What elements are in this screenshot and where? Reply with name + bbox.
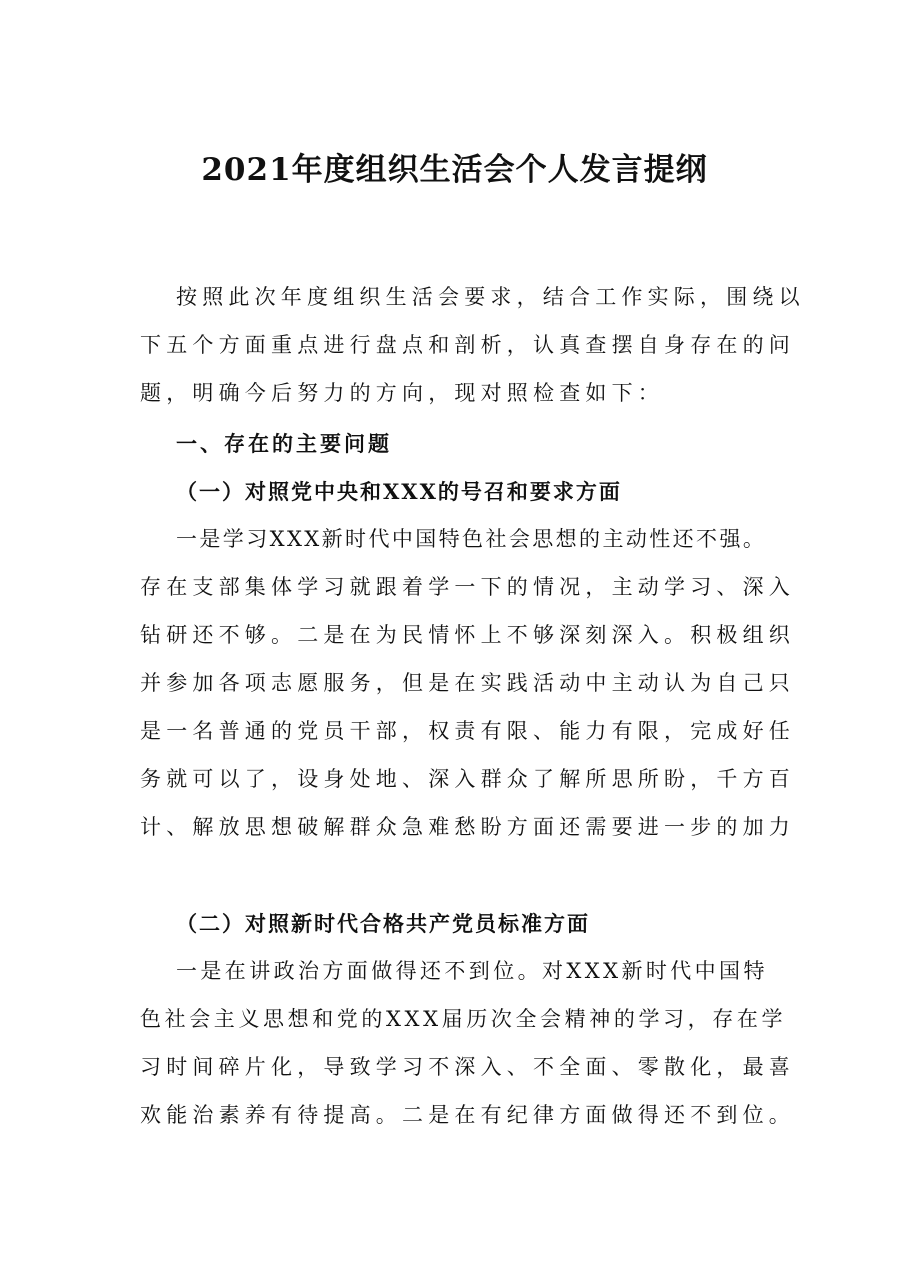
sub2-line-4: 欢能治素养有待提高。二是在有纪律方面做得还不到位。 [140,1103,795,1127]
sub1-line-6: 务就可以了，设身处地、深入群众了解所思所盼，千方百 [140,767,795,791]
sub1-line-4: 并参加各项志愿服务，但是在实践活动中主动认为自己只 [140,671,795,695]
sub2-line-1: 一是在讲政治方面做得还不到位。对XXX新时代中国特 [176,959,768,983]
sub1-line-7: 计、解放思想破解群众急难愁盼方面还需要进一步的加力 [140,815,795,839]
sub1-line-1: 一是学习XXX新时代中国特色社会思想的主动性还不强。 [176,527,767,551]
intro-line-3: 题，明确今后努力的方向，现对照检查如下： [140,381,664,405]
subsection-heading-1: （一）对照党中央和XXX的号召和要求方面 [176,479,622,504]
intro-line-2: 下五个方面重点进行盘点和剖析，认真查摆自身存在的问 [140,333,795,357]
sub1-line-5: 是一名普通的党员干部，权责有限、能力有限，完成好任 [140,719,795,743]
intro-line-1: 按照此次年度组织生活会要求，结合工作实际，围绕以 [176,285,805,309]
sub2-line-2: 色社会主义思想和党的XXX届历次全会精神的学习，存在学 [140,1007,787,1031]
section-heading-problems: 一、存在的主要问题 [176,431,392,456]
subsection-heading-2: （二）对照新时代合格共产党员标准方面 [176,911,590,936]
sub1-line-3: 钻研还不够。二是在为民情怀上不够深刻深入。积极组织 [140,623,795,647]
sub1-line-2: 存在支部集体学习就跟着学一下的情况，主动学习、深入 [140,575,795,599]
document-title: 2021年度组织生活会个人发言提纲 [201,152,708,188]
sub2-line-3: 习时间碎片化，导致学习不深入、不全面、零散化，最喜 [140,1055,795,1079]
